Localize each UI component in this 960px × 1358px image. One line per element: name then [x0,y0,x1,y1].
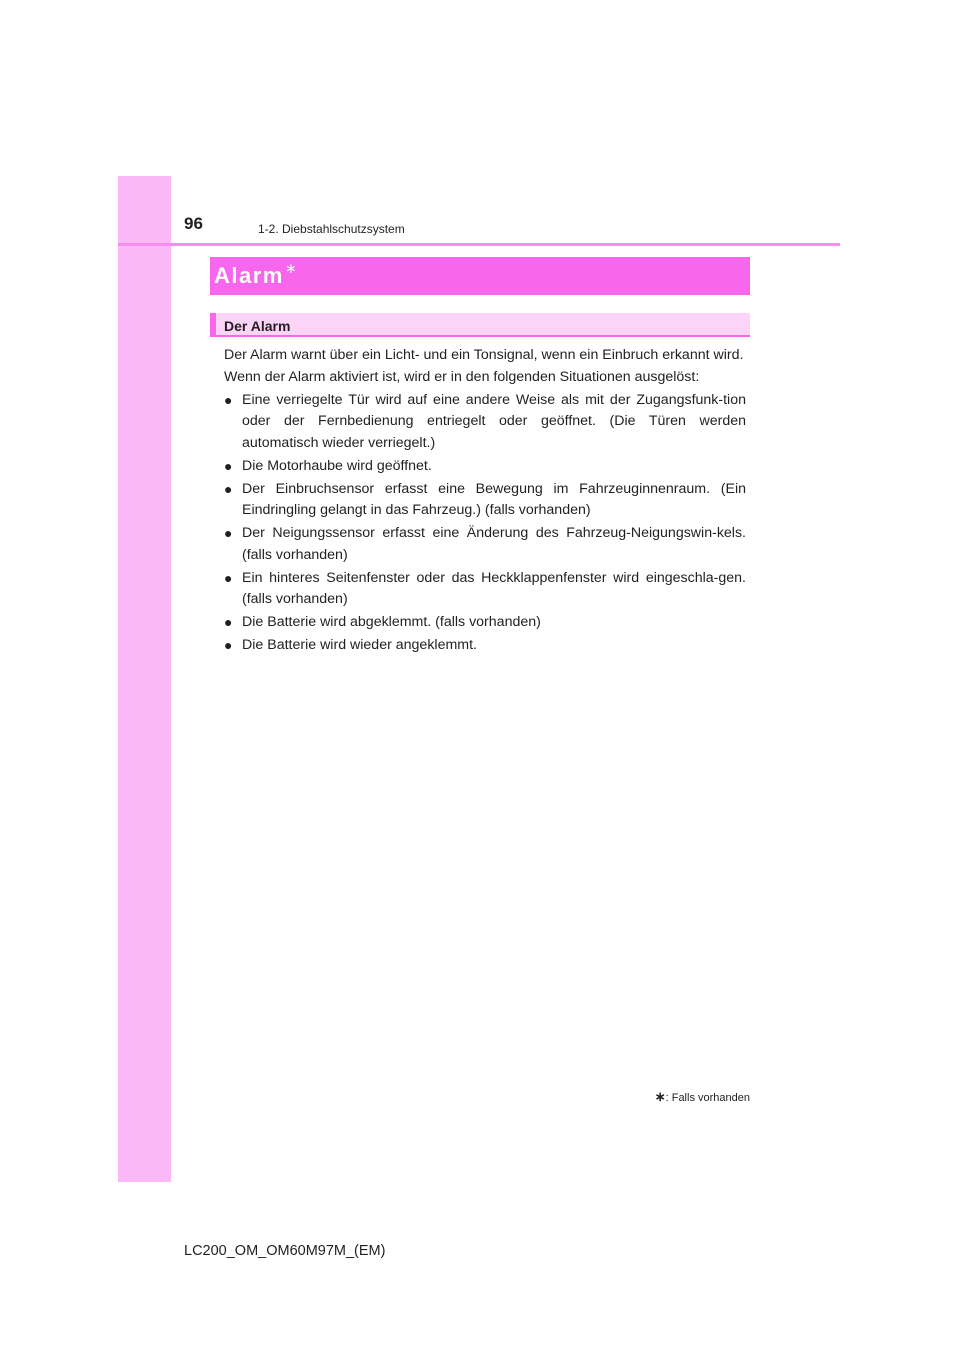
list-item [224,456,746,478]
list-item-text: Die Batterie wird abgeklemmt. (falls vorhanden) [242,614,541,630]
intro-paragraph: Wenn der Alarm aktiviert ist, wird er in den folgenden Situationen ausgelöst: [224,368,700,385]
intro-paragraph: Der Alarm warnt über ein Licht- und ein Tonsignal, wenn ein Einbruch erkannt wird. [224,347,744,363]
bullet-icon: ● [224,391,233,408]
side-tab-strip [118,176,171,1182]
list-item-text: Der Einbruchsensor erfasst eine Bewegung im Fahrzeuginnenraum. (Ein Eindringling gelangt in das Fahrzeug.) (falls vorhanden) [242,480,746,518]
footnote-text: : Falls vorhanden [665,1092,750,1104]
subheading-banner [210,313,750,337]
list-item [224,635,746,657]
bullet-icon: ● [224,614,233,630]
list-item [224,390,746,455]
footnote [655,1089,750,1105]
list-item-text: Ein hinteres Seitenfenster oder das Heckklappenfenster wird eingeschla-gen. (falls vorhanden) [242,569,746,607]
list-item-text: Die Motorhaube wird geöffnet. [242,457,432,474]
trigger-list [224,390,746,657]
bullet-icon: ● [224,525,233,541]
bullet-icon: ● [224,569,233,586]
list-item-text: Eine verriegelte Tür wird auf eine andere Weise als mit der Zugangsfunk-tion oder der Fernbedienung entriegelt oder geöffnet. (Die Türen werden automatisch wieder verriegelt.) [242,391,746,451]
bullet-icon: ● [224,637,233,653]
bullet-icon: ● [224,480,233,497]
document-id: LC200_OM_OM60M97M_(EM) [184,1243,386,1259]
list-item-text: Die Batterie wird wieder angeklemmt. [242,637,477,653]
header-divider [118,243,840,246]
footnote-mark: ∗ [654,1089,666,1104]
list-item [224,612,746,634]
page-number: 96 [184,214,203,233]
list-item [224,523,746,566]
section-title: 1-2. Diebstahlschutzsystem [258,222,405,236]
bullet-icon: ● [224,457,233,474]
list-item-text: Der Neigungssensor erfasst eine Änderung des Fahrzeug-Neigungswin-kels. (falls vorhanden) [242,525,746,563]
page-title: Alarm [214,263,284,288]
list-item [224,479,746,522]
body-content [224,345,746,657]
subheading-title: Der Alarm [224,318,291,334]
list-item [224,568,746,611]
title-footnote-mark: ∗ [285,260,297,276]
